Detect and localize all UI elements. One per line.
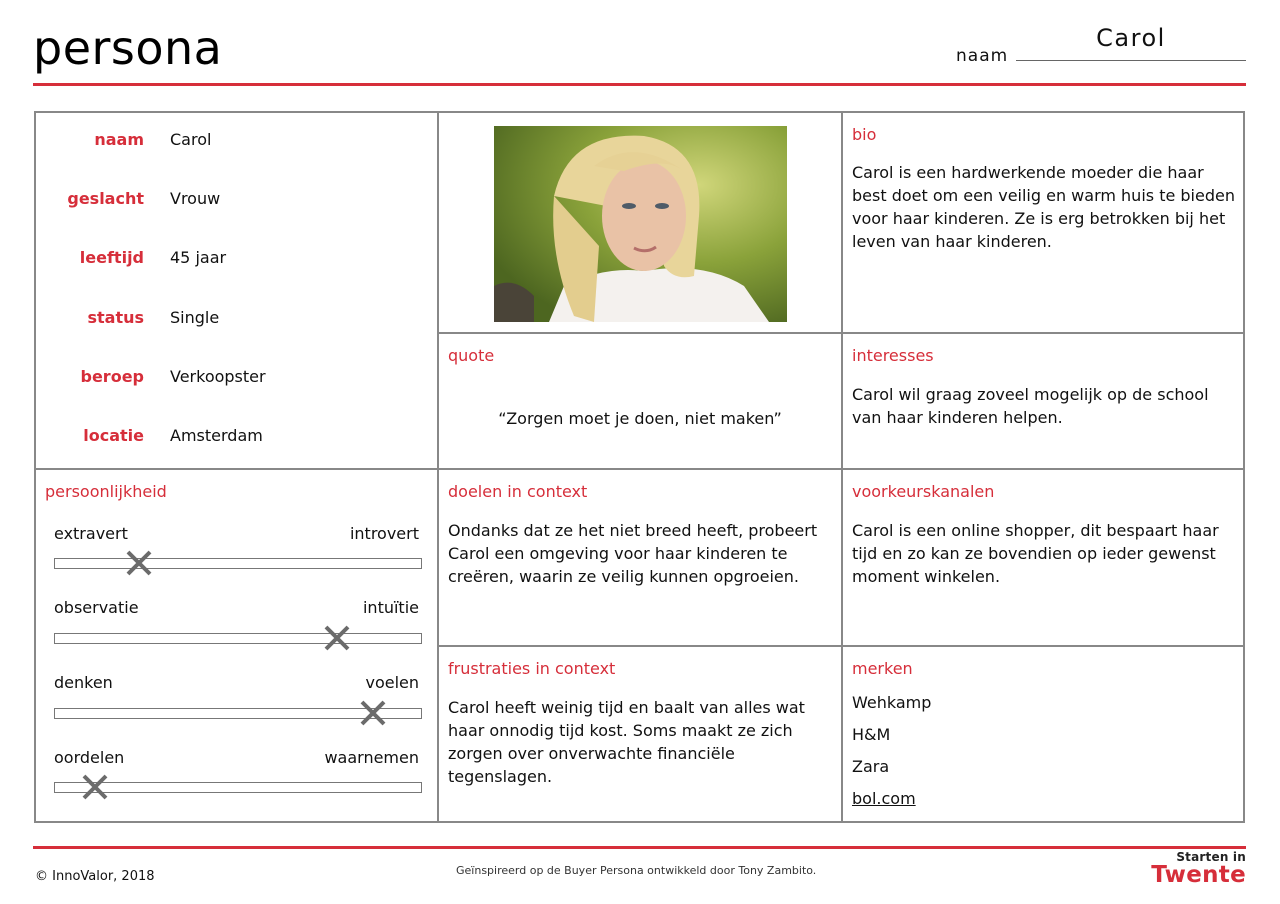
slider-observatie-intuitie bbox=[54, 633, 422, 644]
starten-in-twente-logo bbox=[1151, 851, 1246, 887]
x-marker-icon bbox=[125, 549, 153, 577]
interesses-text: Carol wil graag zoveel mogelijk op de school van haar kinderen helpen. bbox=[852, 385, 1209, 427]
profile-row-geslacht bbox=[36, 189, 436, 213]
interesses-cell bbox=[843, 334, 1245, 470]
x-marker-icon bbox=[323, 624, 351, 652]
brand-link-bol[interactable]: bol.com bbox=[852, 789, 916, 808]
profile-value: Vrouw bbox=[170, 189, 221, 208]
logo-big-text: Twente bbox=[1151, 862, 1246, 888]
voorkeurskanalen-text: Carol is een online shopper, dit bespaart haar tijd en zo kan ze bovendien op ieder gewenst moment winkelen. bbox=[852, 521, 1219, 586]
profile-row-locatie bbox=[36, 426, 436, 450]
quote-cell bbox=[439, 334, 843, 470]
merken-cell bbox=[843, 647, 1245, 823]
interesses-heading: interesses bbox=[852, 346, 934, 365]
profile-cell bbox=[36, 113, 439, 470]
profile-value: Carol bbox=[170, 130, 212, 149]
x-marker-icon bbox=[81, 773, 109, 801]
slider-right-label: intuïtie bbox=[362, 598, 419, 617]
credit-text: Geïnspireerd op de Buyer Persona ontwikkeld door Tony Zambito. bbox=[456, 864, 817, 877]
naam-underline bbox=[1016, 60, 1246, 61]
bio-heading: bio bbox=[852, 125, 877, 144]
merken-heading: merken bbox=[852, 659, 913, 678]
frustraties-text: Carol heeft weinig tijd en baalt van alles wat haar onnodig tijd kost. Soms maakt ze zich zorgen over onverwachte financiële tegenslagen. bbox=[448, 698, 805, 786]
brand-item: H&M bbox=[852, 725, 891, 744]
bio-text: Carol is een hardwerkende moeder die haar best doet om een veilig en warm huis te bieden voor haar kinderen. Ze is erg betrokken bij het leven van haar kinderen. bbox=[852, 163, 1235, 251]
brand-list bbox=[852, 687, 931, 815]
naam-value: Carol bbox=[1096, 24, 1166, 52]
slider-right-label: voelen bbox=[365, 673, 419, 692]
photo-cell bbox=[439, 113, 843, 334]
slider-extravert-introvert bbox=[54, 558, 422, 569]
voorkeurskanalen-cell bbox=[843, 470, 1245, 647]
brand-item: Zara bbox=[852, 757, 890, 776]
slider-left-label: extravert bbox=[54, 524, 128, 543]
persona-photo bbox=[494, 126, 787, 322]
persona-grid bbox=[34, 111, 1245, 823]
profile-row-beroep bbox=[36, 367, 436, 391]
slider-left-label: oordelen bbox=[54, 748, 125, 767]
profile-key: geslacht bbox=[67, 189, 144, 208]
slider-left-label: observatie bbox=[54, 598, 139, 617]
slider-oordelen-waarnemen bbox=[54, 782, 422, 793]
doelen-cell bbox=[439, 470, 843, 647]
copyright: © InnoValor, 2018 bbox=[35, 869, 155, 884]
slider-right-label: waarnemen bbox=[324, 748, 419, 767]
profile-row-status bbox=[36, 308, 436, 332]
brand-item: Wehkamp bbox=[852, 693, 932, 712]
quote-heading: quote bbox=[448, 346, 495, 365]
doelen-heading: doelen in context bbox=[448, 482, 588, 501]
footer-divider bbox=[33, 846, 1246, 849]
voorkeurskanalen-heading: voorkeurskanalen bbox=[852, 482, 995, 501]
header-divider bbox=[33, 83, 1246, 86]
slider-left-label: denken bbox=[54, 673, 113, 692]
profile-row-naam bbox=[36, 130, 436, 154]
bio-cell bbox=[843, 113, 1245, 334]
portrait-image bbox=[494, 126, 787, 322]
profile-value: Amsterdam bbox=[170, 426, 263, 445]
page-title: persona bbox=[33, 21, 223, 75]
naam-label: naam bbox=[956, 46, 1009, 66]
x-marker-icon bbox=[359, 699, 387, 727]
profile-key: beroep bbox=[80, 367, 144, 386]
profile-row-leeftijd bbox=[36, 248, 436, 272]
profile-key: locatie bbox=[83, 426, 144, 445]
slider-right-label: introvert bbox=[349, 524, 419, 543]
slider-denken-voelen bbox=[54, 708, 422, 719]
personality-heading: persoonlijkheid bbox=[45, 482, 167, 501]
quote-text: “Zorgen moet je doen, niet maken” bbox=[498, 409, 782, 428]
profile-key: status bbox=[87, 308, 144, 327]
frustraties-heading: frustraties in context bbox=[448, 659, 616, 678]
frustraties-cell bbox=[439, 647, 843, 823]
logo-small-text: Starten in bbox=[1176, 850, 1246, 864]
doelen-text: Ondanks dat ze het niet breed heeft, probeert Carol een omgeving voor haar kinderen te creëren, waarin ze veilig kunnen opgroeien. bbox=[448, 521, 818, 586]
profile-key: leeftijd bbox=[79, 248, 144, 267]
profile-value: 45 jaar bbox=[170, 248, 227, 267]
profile-value: Verkoopster bbox=[170, 367, 266, 386]
profile-key: naam bbox=[94, 130, 144, 149]
profile-value: Single bbox=[170, 308, 220, 327]
personality-cell bbox=[36, 470, 439, 823]
